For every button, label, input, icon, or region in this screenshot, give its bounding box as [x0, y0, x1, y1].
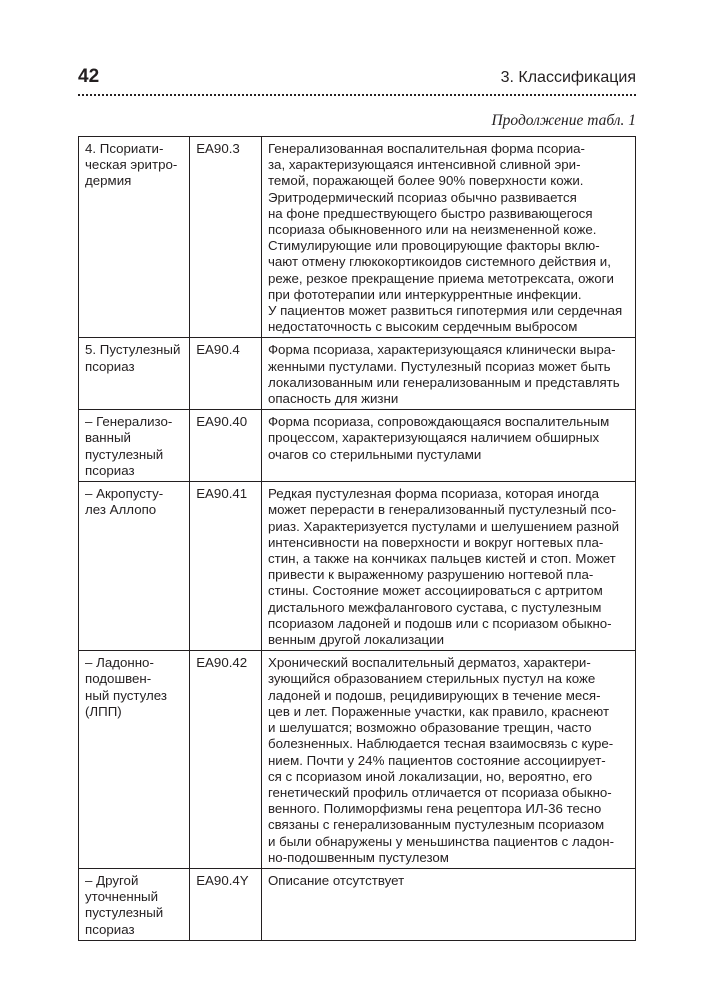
row-description: Хронический воспалительный дерматоз, характери- зующийся образованием стерильных пустул на коже ладоней и подошв, рецидивирующих в течение меся- цев и лет. Пораженные участки, как правило, краснеют и шелушатся; возможно образование трещин, часто болезненных. Наблюдается тесная взаимосвязь с куре- нием. Почти у 24% пациентов состояние ассоциирует- ся с псориазом иной локализации, но, вероятно, его генетический профиль отличается от псориаза обыкно- венного. Полиморфизмы гена рецептора ИЛ-36 тесно связаны с генерализованным пустулезным псориазом и были обнаружены у меньшинства пациентов с ладон- но-подошвенным пустулезом — [261, 651, 635, 869]
table-row — [79, 338, 636, 410]
table-row — [79, 410, 636, 482]
row-name: – Другой уточненный пустулезный псориаз — [79, 868, 190, 940]
row-description: Форма псориаза, характеризующаяся клинически выра- женными пустулами. Пустулезный псориаз может быть локализованным или генерализованным и представлять опасность для жизни — [261, 338, 635, 410]
row-description: Форма псориаза, сопровождающаяся воспалительным процессом, характеризующаяся наличием обширных очагов со стерильными пустулами — [261, 410, 635, 482]
table-row — [79, 868, 636, 940]
page-number: 42 — [78, 66, 100, 87]
row-code: EA90.41 — [190, 482, 262, 651]
row-name: – Ладонно- подошвен- ный пустулез (ЛПП) — [79, 651, 190, 869]
row-code: EA90.40 — [190, 410, 262, 482]
table-caption: Продолжение табл. 1 — [491, 112, 636, 129]
row-description: Редкая пустулезная форма псориаза, которая иногда может перерасти в генерализованный пустулезный псо- риаз. Характеризуется пустулами и шелушением разной интенсивности на поверхности и вокруг ногтевых пла- стин, а также на кончиках пальцев кистей и стоп. Может привести к выраженному разрушению ногтевой пла- стины. Состояние может ассоциироваться с артритом дистального межфалангового сустава, с пустулезным псориазом ладоней и подошв или с псориазом обыкно- венным другой локализации — [261, 482, 635, 651]
table-row — [79, 137, 636, 338]
row-name: – Генерализо- ванный пустулезный псориаз — [79, 410, 190, 482]
row-code: EA90.42 — [190, 651, 262, 869]
row-name: 4. Псориати- ческая эритро- дермия — [79, 137, 190, 338]
row-name: – Акропусту- лез Аллопо — [79, 482, 190, 651]
row-name: 5. Пустулезный псориаз — [79, 338, 190, 410]
table-row — [79, 482, 636, 651]
chapter-title: 3. Классификация — [500, 69, 636, 86]
row-description: Описание отсутствует — [261, 868, 635, 940]
table-row — [79, 651, 636, 869]
row-description: Генерализованная воспалительная форма псориа- за, характеризующаяся интенсивной сливной эри- темой, поражающей более 90% поверхности кожи. Эритродермический псориаз обычно развивается на фоне предшествующего быстро развивающегося псориаза обыкновенного или на неизмененной коже. Стимулирующие или провоцирующие факторы вклю- чают отмену глюкокортикоидов системного действия и, реже, резкое прекращение приема метотрексата, ожоги при фототерапии или интеркуррентные инфекции. У пациентов может развиться гипотермия или сердечная недостаточность с высоким сердечным выбросом — [261, 137, 635, 338]
classification-table — [78, 136, 636, 941]
header-divider — [78, 94, 636, 96]
row-code: EA90.4Y — [190, 868, 262, 940]
row-code: EA90.3 — [190, 137, 262, 338]
row-code: EA90.4 — [190, 338, 262, 410]
page-header — [78, 66, 636, 92]
